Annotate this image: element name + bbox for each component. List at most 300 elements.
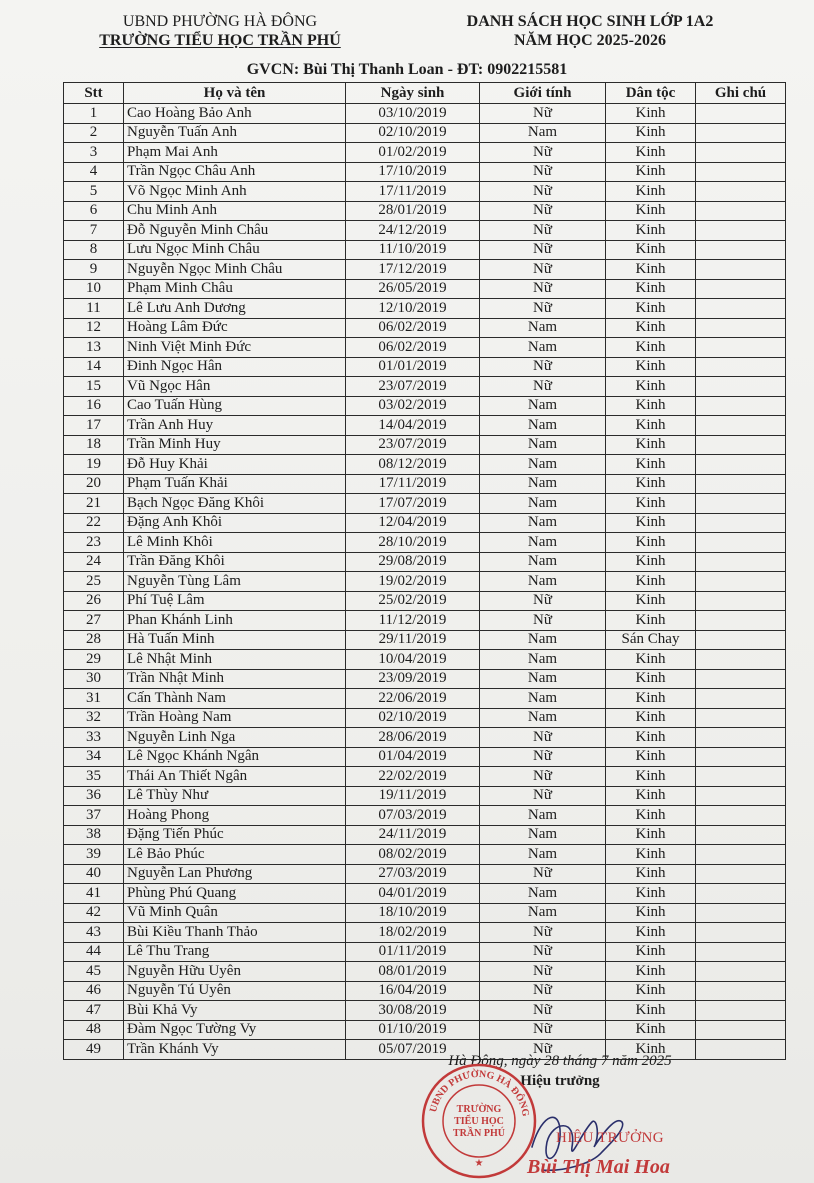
row-ethnicity: Kinh bbox=[606, 143, 696, 163]
row-dob: 22/06/2019 bbox=[346, 689, 480, 709]
row-stt: 35 bbox=[64, 767, 124, 787]
row-name: Nguyễn Tùng Lâm bbox=[124, 572, 346, 592]
row-stt: 24 bbox=[64, 552, 124, 572]
row-gender: Nam bbox=[480, 533, 606, 553]
row-ethnicity: Kinh bbox=[606, 1001, 696, 1021]
row-stt: 31 bbox=[64, 689, 124, 709]
row-note bbox=[696, 279, 786, 299]
row-ethnicity: Kinh bbox=[606, 669, 696, 689]
row-ethnicity: Kinh bbox=[606, 903, 696, 923]
row-dob: 07/03/2019 bbox=[346, 806, 480, 826]
school-name: TRƯỜNG TIỂU HỌC TRẦN PHÚ bbox=[99, 32, 341, 49]
row-ethnicity: Kinh bbox=[606, 611, 696, 631]
row-note bbox=[696, 201, 786, 221]
row-note bbox=[696, 981, 786, 1001]
row-gender: Nam bbox=[480, 552, 606, 572]
table-row bbox=[64, 123, 786, 143]
row-note bbox=[696, 630, 786, 650]
row-stt: 36 bbox=[64, 786, 124, 806]
row-ethnicity: Kinh bbox=[606, 962, 696, 982]
row-stt: 11 bbox=[64, 299, 124, 319]
row-gender: Nam bbox=[480, 416, 606, 436]
row-dob: 23/07/2019 bbox=[346, 435, 480, 455]
row-stt: 8 bbox=[64, 240, 124, 260]
table-row bbox=[64, 260, 786, 280]
row-ethnicity: Kinh bbox=[606, 240, 696, 260]
row-dob: 19/11/2019 bbox=[346, 786, 480, 806]
row-note bbox=[696, 104, 786, 124]
table-row bbox=[64, 396, 786, 416]
row-dob: 29/11/2019 bbox=[346, 630, 480, 650]
row-name: Nguyễn Hữu Uyên bbox=[124, 962, 346, 982]
row-ethnicity: Kinh bbox=[606, 513, 696, 533]
table-row bbox=[64, 533, 786, 553]
row-name: Lê Bảo Phúc bbox=[124, 845, 346, 865]
row-dob: 18/10/2019 bbox=[346, 903, 480, 923]
table-row bbox=[64, 884, 786, 904]
row-name: Võ Ngọc Minh Anh bbox=[124, 182, 346, 202]
row-gender: Nam bbox=[480, 903, 606, 923]
row-ethnicity: Kinh bbox=[606, 299, 696, 319]
row-note bbox=[696, 903, 786, 923]
row-gender: Nữ bbox=[480, 1020, 606, 1040]
row-name: Cao Hoàng Bảo Anh bbox=[124, 104, 346, 124]
row-ethnicity: Kinh bbox=[606, 1040, 696, 1060]
row-gender: Nữ bbox=[480, 1001, 606, 1021]
row-dob: 24/11/2019 bbox=[346, 825, 480, 845]
row-name: Cấn Thành Nam bbox=[124, 689, 346, 709]
row-gender: Nữ bbox=[480, 611, 606, 631]
row-stt: 14 bbox=[64, 357, 124, 377]
row-name: Phạm Mai Anh bbox=[124, 143, 346, 163]
row-stt: 45 bbox=[64, 962, 124, 982]
row-dob: 12/04/2019 bbox=[346, 513, 480, 533]
table-row bbox=[64, 299, 786, 319]
row-ethnicity: Kinh bbox=[606, 864, 696, 884]
row-gender: Nữ bbox=[480, 162, 606, 182]
row-gender: Nữ bbox=[480, 728, 606, 748]
row-ethnicity: Kinh bbox=[606, 377, 696, 397]
header-right bbox=[410, 12, 770, 50]
row-note bbox=[696, 942, 786, 962]
row-stt: 48 bbox=[64, 1020, 124, 1040]
row-dob: 03/02/2019 bbox=[346, 396, 480, 416]
row-gender: Nữ bbox=[480, 981, 606, 1001]
row-dob: 02/10/2019 bbox=[346, 708, 480, 728]
row-note bbox=[696, 611, 786, 631]
row-note bbox=[696, 533, 786, 553]
row-dob: 17/07/2019 bbox=[346, 494, 480, 514]
col-header-ethnicity: Dân tộc bbox=[606, 83, 696, 104]
row-note bbox=[696, 435, 786, 455]
row-gender: Nữ bbox=[480, 864, 606, 884]
table-row bbox=[64, 279, 786, 299]
row-name: Lê Thu Trang bbox=[124, 942, 346, 962]
row-dob: 11/10/2019 bbox=[346, 240, 480, 260]
row-ethnicity: Kinh bbox=[606, 806, 696, 826]
row-dob: 24/12/2019 bbox=[346, 221, 480, 241]
table-row bbox=[64, 981, 786, 1001]
row-name: Lê Ngọc Khánh Ngân bbox=[124, 747, 346, 767]
row-dob: 14/04/2019 bbox=[346, 416, 480, 436]
row-ethnicity: Kinh bbox=[606, 357, 696, 377]
row-stt: 23 bbox=[64, 533, 124, 553]
table-row bbox=[64, 494, 786, 514]
row-dob: 28/10/2019 bbox=[346, 533, 480, 553]
row-dob: 01/02/2019 bbox=[346, 143, 480, 163]
row-stt: 25 bbox=[64, 572, 124, 592]
row-dob: 06/02/2019 bbox=[346, 318, 480, 338]
row-name: Đỗ Nguyễn Minh Châu bbox=[124, 221, 346, 241]
table-row bbox=[64, 747, 786, 767]
col-header-name: Họ và tên bbox=[124, 83, 346, 104]
row-name: Lê Lưu Anh Dương bbox=[124, 299, 346, 319]
row-gender: Nam bbox=[480, 338, 606, 358]
row-ethnicity: Kinh bbox=[606, 279, 696, 299]
row-dob: 18/02/2019 bbox=[346, 923, 480, 943]
col-header-note: Ghi chú bbox=[696, 83, 786, 104]
row-gender: Nữ bbox=[480, 747, 606, 767]
col-header-dob: Ngày sinh bbox=[346, 83, 480, 104]
row-gender: Nữ bbox=[480, 377, 606, 397]
row-ethnicity: Kinh bbox=[606, 923, 696, 943]
row-ethnicity: Kinh bbox=[606, 260, 696, 280]
school-stamp bbox=[420, 1062, 538, 1180]
row-name: Lê Thùy Như bbox=[124, 786, 346, 806]
row-dob: 27/03/2019 bbox=[346, 864, 480, 884]
row-stt: 13 bbox=[64, 338, 124, 358]
row-gender: Nữ bbox=[480, 591, 606, 611]
row-gender: Nữ bbox=[480, 1040, 606, 1060]
row-name: Vũ Ngọc Hân bbox=[124, 377, 346, 397]
row-dob: 19/02/2019 bbox=[346, 572, 480, 592]
row-note bbox=[696, 474, 786, 494]
row-note bbox=[696, 884, 786, 904]
row-dob: 08/02/2019 bbox=[346, 845, 480, 865]
row-name: Phạm Minh Châu bbox=[124, 279, 346, 299]
row-gender: Nam bbox=[480, 708, 606, 728]
table-row bbox=[64, 708, 786, 728]
row-ethnicity: Kinh bbox=[606, 708, 696, 728]
row-name: Nguyễn Tú Uyên bbox=[124, 981, 346, 1001]
row-name: Nguyễn Lan Phương bbox=[124, 864, 346, 884]
row-name: Phan Khánh Linh bbox=[124, 611, 346, 631]
row-stt: 6 bbox=[64, 201, 124, 221]
row-gender: Nam bbox=[480, 474, 606, 494]
row-gender: Nữ bbox=[480, 104, 606, 124]
row-name: Nguyễn Tuấn Anh bbox=[124, 123, 346, 143]
row-ethnicity: Kinh bbox=[606, 747, 696, 767]
table-row bbox=[64, 143, 786, 163]
row-name: Trần Minh Huy bbox=[124, 435, 346, 455]
row-stt: 30 bbox=[64, 669, 124, 689]
row-stt: 41 bbox=[64, 884, 124, 904]
school-year: NĂM HỌC 2025-2026 bbox=[514, 32, 666, 49]
table-row bbox=[64, 513, 786, 533]
table-row bbox=[64, 572, 786, 592]
row-note bbox=[696, 650, 786, 670]
row-note bbox=[696, 591, 786, 611]
row-name: Phạm Tuấn Khải bbox=[124, 474, 346, 494]
stamp-star-icon: ★ bbox=[474, 1158, 484, 1169]
table-row bbox=[64, 435, 786, 455]
table-row bbox=[64, 650, 786, 670]
row-note bbox=[696, 1040, 786, 1060]
table-row bbox=[64, 1001, 786, 1021]
row-gender: Nam bbox=[480, 884, 606, 904]
row-name: Bạch Ngọc Đăng Khôi bbox=[124, 494, 346, 514]
row-dob: 01/01/2019 bbox=[346, 357, 480, 377]
row-stt: 34 bbox=[64, 747, 124, 767]
row-name: Trần Ngọc Châu Anh bbox=[124, 162, 346, 182]
row-gender: Nam bbox=[480, 455, 606, 475]
row-ethnicity: Kinh bbox=[606, 825, 696, 845]
table-row bbox=[64, 182, 786, 202]
row-stt: 5 bbox=[64, 182, 124, 202]
row-name: Trần Anh Huy bbox=[124, 416, 346, 436]
row-name: Đàm Ngọc Tường Vy bbox=[124, 1020, 346, 1040]
row-note bbox=[696, 669, 786, 689]
row-note bbox=[696, 416, 786, 436]
row-ethnicity: Kinh bbox=[606, 786, 696, 806]
row-name: Phí Tuệ Lâm bbox=[124, 591, 346, 611]
row-gender: Nam bbox=[480, 396, 606, 416]
row-gender: Nam bbox=[480, 650, 606, 670]
row-stt: 2 bbox=[64, 123, 124, 143]
row-gender: Nữ bbox=[480, 786, 606, 806]
row-note bbox=[696, 728, 786, 748]
row-ethnicity: Kinh bbox=[606, 396, 696, 416]
row-ethnicity: Kinh bbox=[606, 942, 696, 962]
row-stt: 22 bbox=[64, 513, 124, 533]
signer-title: Hiệu trưởng bbox=[520, 1073, 600, 1089]
row-stt: 49 bbox=[64, 1040, 124, 1060]
row-dob: 16/04/2019 bbox=[346, 981, 480, 1001]
row-gender: Nữ bbox=[480, 240, 606, 260]
row-gender: Nữ bbox=[480, 942, 606, 962]
row-stt: 44 bbox=[64, 942, 124, 962]
row-ethnicity: Kinh bbox=[606, 845, 696, 865]
homeroom-teacher: GVCN: Bùi Thị Thanh Loan - ĐT: 0902215581 bbox=[246, 61, 568, 78]
row-note bbox=[696, 494, 786, 514]
row-stt: 19 bbox=[64, 455, 124, 475]
row-dob: 12/10/2019 bbox=[346, 299, 480, 319]
row-name: Trần Nhật Minh bbox=[124, 669, 346, 689]
row-gender: Nam bbox=[480, 435, 606, 455]
row-gender: Nữ bbox=[480, 260, 606, 280]
row-name: Trần Đăng Khôi bbox=[124, 552, 346, 572]
row-name: Cao Tuấn Hùng bbox=[124, 396, 346, 416]
row-name: Trần Hoàng Nam bbox=[124, 708, 346, 728]
row-name: Đặng Anh Khôi bbox=[124, 513, 346, 533]
stamp-line-3: TRẦN PHÚ bbox=[453, 1128, 505, 1139]
row-note bbox=[696, 864, 786, 884]
row-name: Hoàng Phong bbox=[124, 806, 346, 826]
row-dob: 17/12/2019 bbox=[346, 260, 480, 280]
row-gender: Nữ bbox=[480, 767, 606, 787]
row-name: Ninh Việt Minh Đức bbox=[124, 338, 346, 358]
row-gender: Nam bbox=[480, 689, 606, 709]
row-dob: 23/07/2019 bbox=[346, 377, 480, 397]
row-dob: 01/10/2019 bbox=[346, 1020, 480, 1040]
row-name: Đặng Tiến Phúc bbox=[124, 825, 346, 845]
row-name: Đỗ Huy Khải bbox=[124, 455, 346, 475]
row-name: Lê Minh Khôi bbox=[124, 533, 346, 553]
row-stt: 12 bbox=[64, 318, 124, 338]
col-header-gender: Giới tính bbox=[480, 83, 606, 104]
row-stt: 37 bbox=[64, 806, 124, 826]
row-name: Thái An Thiết Ngân bbox=[124, 767, 346, 787]
student-table bbox=[63, 82, 786, 1060]
row-gender: Nữ bbox=[480, 279, 606, 299]
row-name: Lê Nhật Minh bbox=[124, 650, 346, 670]
row-stt: 39 bbox=[64, 845, 124, 865]
row-note bbox=[696, 357, 786, 377]
table-row bbox=[64, 318, 786, 338]
table-row bbox=[64, 962, 786, 982]
row-stt: 29 bbox=[64, 650, 124, 670]
table-row bbox=[64, 240, 786, 260]
row-note bbox=[696, 845, 786, 865]
row-ethnicity: Kinh bbox=[606, 221, 696, 241]
row-ethnicity: Kinh bbox=[606, 162, 696, 182]
table-row bbox=[64, 669, 786, 689]
row-stt: 43 bbox=[64, 923, 124, 943]
row-gender: Nữ bbox=[480, 962, 606, 982]
row-note bbox=[696, 689, 786, 709]
row-ethnicity: Kinh bbox=[606, 572, 696, 592]
row-name: Chu Minh Anh bbox=[124, 201, 346, 221]
table-row bbox=[64, 923, 786, 943]
row-stt: 15 bbox=[64, 377, 124, 397]
table-row bbox=[64, 104, 786, 124]
table-row bbox=[64, 1020, 786, 1040]
table-row bbox=[64, 630, 786, 650]
row-dob: 05/07/2019 bbox=[346, 1040, 480, 1060]
row-note bbox=[696, 767, 786, 787]
row-ethnicity: Kinh bbox=[606, 533, 696, 553]
row-note bbox=[696, 123, 786, 143]
col-header-stt: Stt bbox=[64, 83, 124, 104]
row-ethnicity: Kinh bbox=[606, 455, 696, 475]
table-row bbox=[64, 455, 786, 475]
row-ethnicity: Kinh bbox=[606, 104, 696, 124]
row-stt: 27 bbox=[64, 611, 124, 631]
row-name: Bùi Kiều Thanh Thảo bbox=[124, 923, 346, 943]
table-body bbox=[64, 104, 786, 1060]
stamp-ring-text: UBND PHƯỜNG HÀ ĐÔNG bbox=[427, 1068, 531, 1118]
table-row bbox=[64, 162, 786, 182]
header-left bbox=[70, 12, 370, 50]
authority-name: UBND PHƯỜNG HÀ ĐÔNG bbox=[122, 13, 318, 30]
row-dob: 17/11/2019 bbox=[346, 182, 480, 202]
row-ethnicity: Kinh bbox=[606, 689, 696, 709]
row-note bbox=[696, 513, 786, 533]
row-dob: 28/06/2019 bbox=[346, 728, 480, 748]
row-stt: 21 bbox=[64, 494, 124, 514]
row-name: Phùng Phú Quang bbox=[124, 884, 346, 904]
row-name: Trần Khánh Vy bbox=[124, 1040, 346, 1060]
row-gender: Nam bbox=[480, 825, 606, 845]
row-name: Đinh Ngọc Hân bbox=[124, 357, 346, 377]
row-gender: Nam bbox=[480, 845, 606, 865]
row-gender: Nam bbox=[480, 572, 606, 592]
signer-name: Bùi Thị Mai Hoa bbox=[527, 1156, 670, 1178]
row-note bbox=[696, 1020, 786, 1040]
row-dob: 02/10/2019 bbox=[346, 123, 480, 143]
row-dob: 01/11/2019 bbox=[346, 942, 480, 962]
table-row bbox=[64, 377, 786, 397]
table-row bbox=[64, 552, 786, 572]
row-ethnicity: Kinh bbox=[606, 435, 696, 455]
table-row bbox=[64, 845, 786, 865]
row-gender: Nữ bbox=[480, 357, 606, 377]
row-gender: Nam bbox=[480, 630, 606, 650]
row-dob: 26/05/2019 bbox=[346, 279, 480, 299]
row-note bbox=[696, 572, 786, 592]
table-row bbox=[64, 338, 786, 358]
row-gender: Nam bbox=[480, 513, 606, 533]
row-gender: Nữ bbox=[480, 299, 606, 319]
row-stt: 10 bbox=[64, 279, 124, 299]
row-note bbox=[696, 143, 786, 163]
row-note bbox=[696, 182, 786, 202]
row-gender: Nữ bbox=[480, 221, 606, 241]
row-note bbox=[696, 708, 786, 728]
row-note bbox=[696, 825, 786, 845]
row-name: Hoàng Lâm Đức bbox=[124, 318, 346, 338]
table-row bbox=[64, 903, 786, 923]
row-name: Nguyễn Linh Nga bbox=[124, 728, 346, 748]
signer-role: HIỆU TRƯỞNG bbox=[556, 1130, 665, 1146]
row-stt: 9 bbox=[64, 260, 124, 280]
row-gender: Nữ bbox=[480, 201, 606, 221]
row-name: Nguyễn Ngọc Minh Châu bbox=[124, 260, 346, 280]
row-ethnicity: Kinh bbox=[606, 650, 696, 670]
row-note bbox=[696, 806, 786, 826]
row-note bbox=[696, 962, 786, 982]
table-row bbox=[64, 942, 786, 962]
stamp-line-2: TIỂU HỌC bbox=[454, 1116, 504, 1127]
row-stt: 26 bbox=[64, 591, 124, 611]
row-note bbox=[696, 396, 786, 416]
row-stt: 17 bbox=[64, 416, 124, 436]
row-ethnicity: Kinh bbox=[606, 474, 696, 494]
row-ethnicity: Kinh bbox=[606, 416, 696, 436]
row-stt: 4 bbox=[64, 162, 124, 182]
row-stt: 28 bbox=[64, 630, 124, 650]
table-header-row bbox=[64, 83, 786, 104]
row-note bbox=[696, 377, 786, 397]
row-dob: 28/01/2019 bbox=[346, 201, 480, 221]
table-row bbox=[64, 416, 786, 436]
row-stt: 1 bbox=[64, 104, 124, 124]
row-stt: 42 bbox=[64, 903, 124, 923]
row-dob: 03/10/2019 bbox=[346, 104, 480, 124]
row-ethnicity: Kinh bbox=[606, 1020, 696, 1040]
row-ethnicity: Kinh bbox=[606, 338, 696, 358]
row-gender: Nam bbox=[480, 123, 606, 143]
row-note bbox=[696, 240, 786, 260]
row-stt: 38 bbox=[64, 825, 124, 845]
row-dob: 22/02/2019 bbox=[346, 767, 480, 787]
table-row bbox=[64, 591, 786, 611]
table-row bbox=[64, 474, 786, 494]
place-date: Hà Đông, ngày 28 tháng 7 năm 2025 bbox=[448, 1053, 672, 1069]
row-gender: Nữ bbox=[480, 143, 606, 163]
row-stt: 18 bbox=[64, 435, 124, 455]
row-dob: 06/02/2019 bbox=[346, 338, 480, 358]
